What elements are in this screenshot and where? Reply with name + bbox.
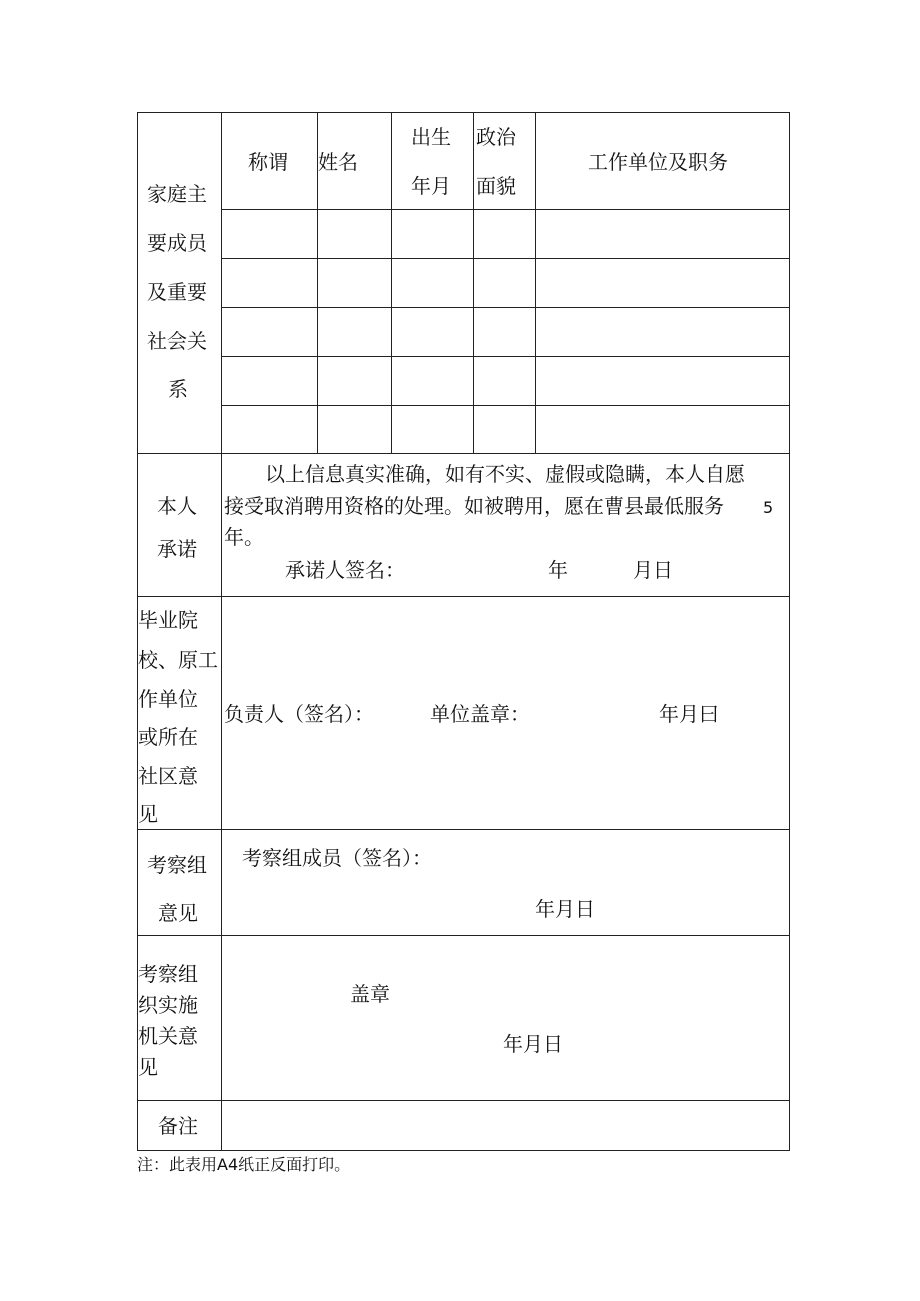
pledge-label-line-1: 本人 bbox=[157, 494, 197, 518]
agency-label-line-1: 考察组 bbox=[138, 962, 198, 986]
border-right bbox=[789, 112, 790, 1151]
family-label-line-4: 社会关 bbox=[147, 329, 207, 353]
pledge-text-line-3: 年。 bbox=[224, 525, 264, 549]
school-stamp-label: 单位盖章： bbox=[430, 702, 530, 726]
border-top bbox=[137, 112, 790, 113]
label-column-divider bbox=[221, 112, 222, 1151]
family-row-line-3 bbox=[221, 307, 790, 308]
family-label-line-3: 及重要 bbox=[147, 280, 207, 304]
family-row-line-2 bbox=[221, 258, 790, 259]
header-birth-line-1: 出生 bbox=[411, 125, 451, 149]
family-col-divider-3 bbox=[473, 112, 474, 453]
border-bottom bbox=[137, 1150, 790, 1151]
pledge-text-line-1: 以上信息真实准确，如有不实、虚假或隐瞒，本人自愿 bbox=[265, 462, 745, 486]
section-line-pledge bbox=[137, 453, 790, 454]
pledge-text-line-2: 接受取消聘用资格的处理。如被聘用，愿在曹县最低服务 bbox=[224, 494, 724, 518]
section-line-inspection bbox=[137, 829, 790, 830]
family-label-line-1: 家庭主 bbox=[147, 182, 207, 206]
inspection-label-line-2: 意见 bbox=[158, 901, 198, 925]
family-label-line-5: 系 bbox=[168, 377, 188, 401]
pledge-sign-label: 承诺人签名： bbox=[285, 558, 405, 582]
section-line-school bbox=[137, 596, 790, 597]
school-label-line-6: 见 bbox=[138, 802, 158, 826]
pledge-label-line-2: 承诺 bbox=[157, 537, 197, 561]
family-col-divider-4 bbox=[535, 112, 536, 453]
inspection-label-line-1: 考察组 bbox=[147, 853, 207, 877]
family-row-line-4 bbox=[221, 356, 790, 357]
family-row-line-1 bbox=[221, 209, 790, 210]
school-label-line-3: 作单位 bbox=[138, 687, 198, 711]
section-line-remarks bbox=[137, 1100, 790, 1101]
header-birth-line-2: 年月 bbox=[411, 174, 451, 198]
remarks-label: 备注 bbox=[158, 1114, 198, 1138]
header-name: 姓名 bbox=[318, 150, 358, 174]
family-col-divider-2 bbox=[391, 112, 392, 453]
pledge-years-number: 5 bbox=[763, 498, 774, 517]
agency-date: 年月日 bbox=[503, 1032, 563, 1056]
footnote: 注：此表用A4纸正反面打印。 bbox=[137, 1155, 351, 1174]
school-label-line-4: 或所在 bbox=[138, 725, 198, 749]
header-political-line-1: 政治 bbox=[476, 125, 516, 149]
school-label-line-2: 校、原工 bbox=[138, 648, 218, 672]
pledge-month-day: 月日 bbox=[633, 558, 673, 582]
school-label-line-5: 社区意 bbox=[138, 764, 198, 788]
section-line-agency bbox=[137, 935, 790, 936]
header-political-line-2: 面貌 bbox=[476, 174, 516, 198]
school-date: 年月曰 bbox=[659, 702, 719, 726]
inspection-date: 年月日 bbox=[535, 897, 595, 921]
header-relation: 称谓 bbox=[248, 150, 288, 174]
agency-label-line-4: 见 bbox=[138, 1055, 158, 1079]
header-work: 工作单位及职务 bbox=[588, 150, 728, 174]
family-row-line-5 bbox=[221, 405, 790, 406]
school-label-line-1: 毕业院 bbox=[138, 608, 198, 632]
agency-label-line-3: 机关意 bbox=[138, 1024, 198, 1048]
agency-label-line-2: 织实施 bbox=[138, 993, 198, 1017]
family-label-line-2: 要成员 bbox=[147, 231, 207, 255]
school-responsible-label: 负责人（签名）： bbox=[224, 702, 374, 726]
agency-stamp-label: 盖章 bbox=[350, 982, 390, 1006]
pledge-year: 年 bbox=[548, 558, 568, 582]
inspection-members-label: 考察组成员（签名）： bbox=[242, 846, 432, 870]
